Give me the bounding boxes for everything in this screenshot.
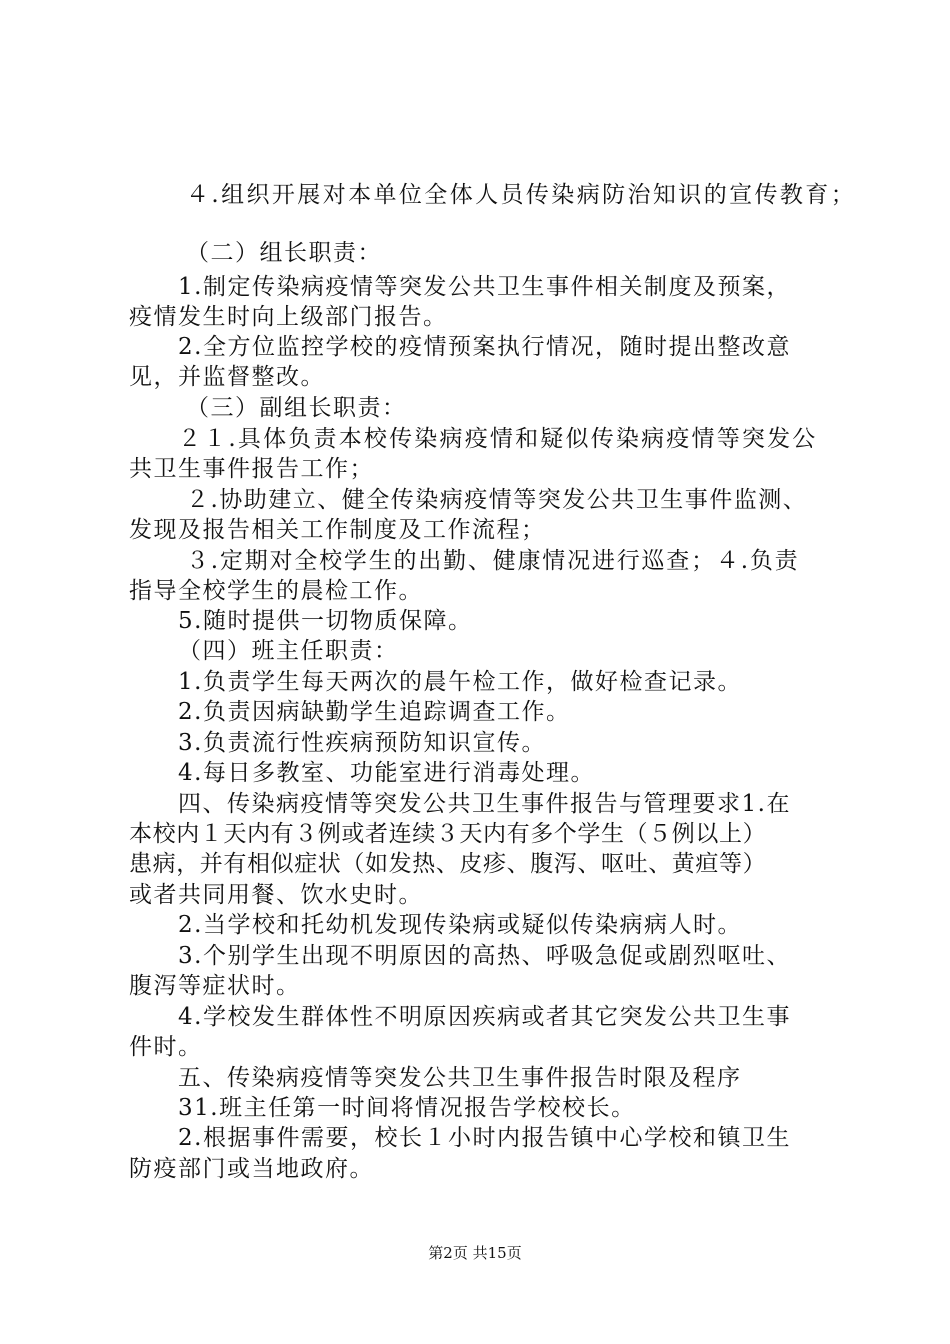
paragraph-line: 1.制定传染病疫情等突发公共卫生事件相关制度及预案，: [178, 274, 791, 300]
page-number-footer: 第2页 共15页: [428, 1244, 522, 1262]
section-heading: （四）班主任职责：: [178, 638, 399, 664]
paragraph-line: 2.全方位监控学校的疫情预案执行情况，随时提出整改意: [178, 334, 791, 360]
paragraph-line: 指导全校学生的晨检工作。: [129, 578, 423, 604]
paragraph-line: ２１.具体负责本校传染病疫情和疑似传染病疫情等突发公: [178, 426, 818, 452]
paragraph-line: 件时。: [129, 1034, 203, 1060]
paragraph-line: 患病，并有相似症状（如发热、皮疹、腹泻、呕吐、黄疸等）: [129, 851, 767, 877]
paragraph-line: 防疫部门或当地政府。: [129, 1156, 374, 1182]
paragraph-line: 共卫生事件报告工作；: [129, 456, 374, 482]
paragraph-line: 5.随时提供一切物质保障。: [178, 608, 473, 634]
paragraph-line: 2.当学校和托幼机发现传染病或疑似传染病病人时。: [178, 912, 742, 938]
section-heading: （三）副组长职责：: [186, 395, 407, 421]
paragraph-line: 4.每日多教室、功能室进行消毒处理。: [178, 760, 595, 786]
paragraph-line: 2.负责因病缺勤学生追踪调查工作。: [178, 699, 571, 725]
section-heading: 四、传染病疫情等突发公共卫生事件报告与管理要求1.在: [178, 791, 791, 817]
paragraph-line: 31.班主任第一时间将情况报告学校校长。: [178, 1095, 636, 1121]
paragraph-line: 4.学校发生群体性不明原因疾病或者其它突发公共卫生事: [178, 1004, 791, 1030]
paragraph-line: 2.根据事件需要，校长１小时内报告镇中心学校和镇卫生: [178, 1125, 791, 1151]
paragraph-line: 3.负责流行性疾病预防知识宣传。: [178, 730, 546, 756]
paragraph-line: 腹泻等症状时。: [129, 973, 301, 999]
paragraph-line: 本校内１天内有３例或者连续３天内有多个学生（５例以上）: [129, 821, 767, 847]
paragraph-line: 见，并监督整改。: [129, 364, 325, 390]
section-heading: （二）组长职责：: [186, 240, 382, 266]
paragraph-line: 或者共同用餐、饮水史时。: [129, 882, 423, 908]
paragraph-line: 发现及报告相关工作制度及工作流程；: [129, 517, 546, 543]
paragraph-line: ３.定期对全校学生的出勤、健康情况进行巡查；４.负责: [186, 548, 800, 574]
paragraph-line: 疫情发生时向上级部门报告。: [129, 304, 448, 330]
paragraph-line: 1.负责学生每天两次的晨午检工作，做好检查记录。: [178, 669, 742, 695]
paragraph-line: 3.个别学生出现不明原因的高热、呼吸急促或剧烈呕吐、: [178, 943, 791, 969]
paragraph-line: ４.组织开展对本单位全体人员传染病防治知识的宣传教育；: [186, 182, 857, 208]
paragraph-line: ２.协助建立、健全传染病疫情等突发公共卫生事件监测、: [186, 487, 808, 513]
section-heading: 五、传染病疫情等突发公共卫生事件报告时限及程序: [178, 1065, 742, 1091]
